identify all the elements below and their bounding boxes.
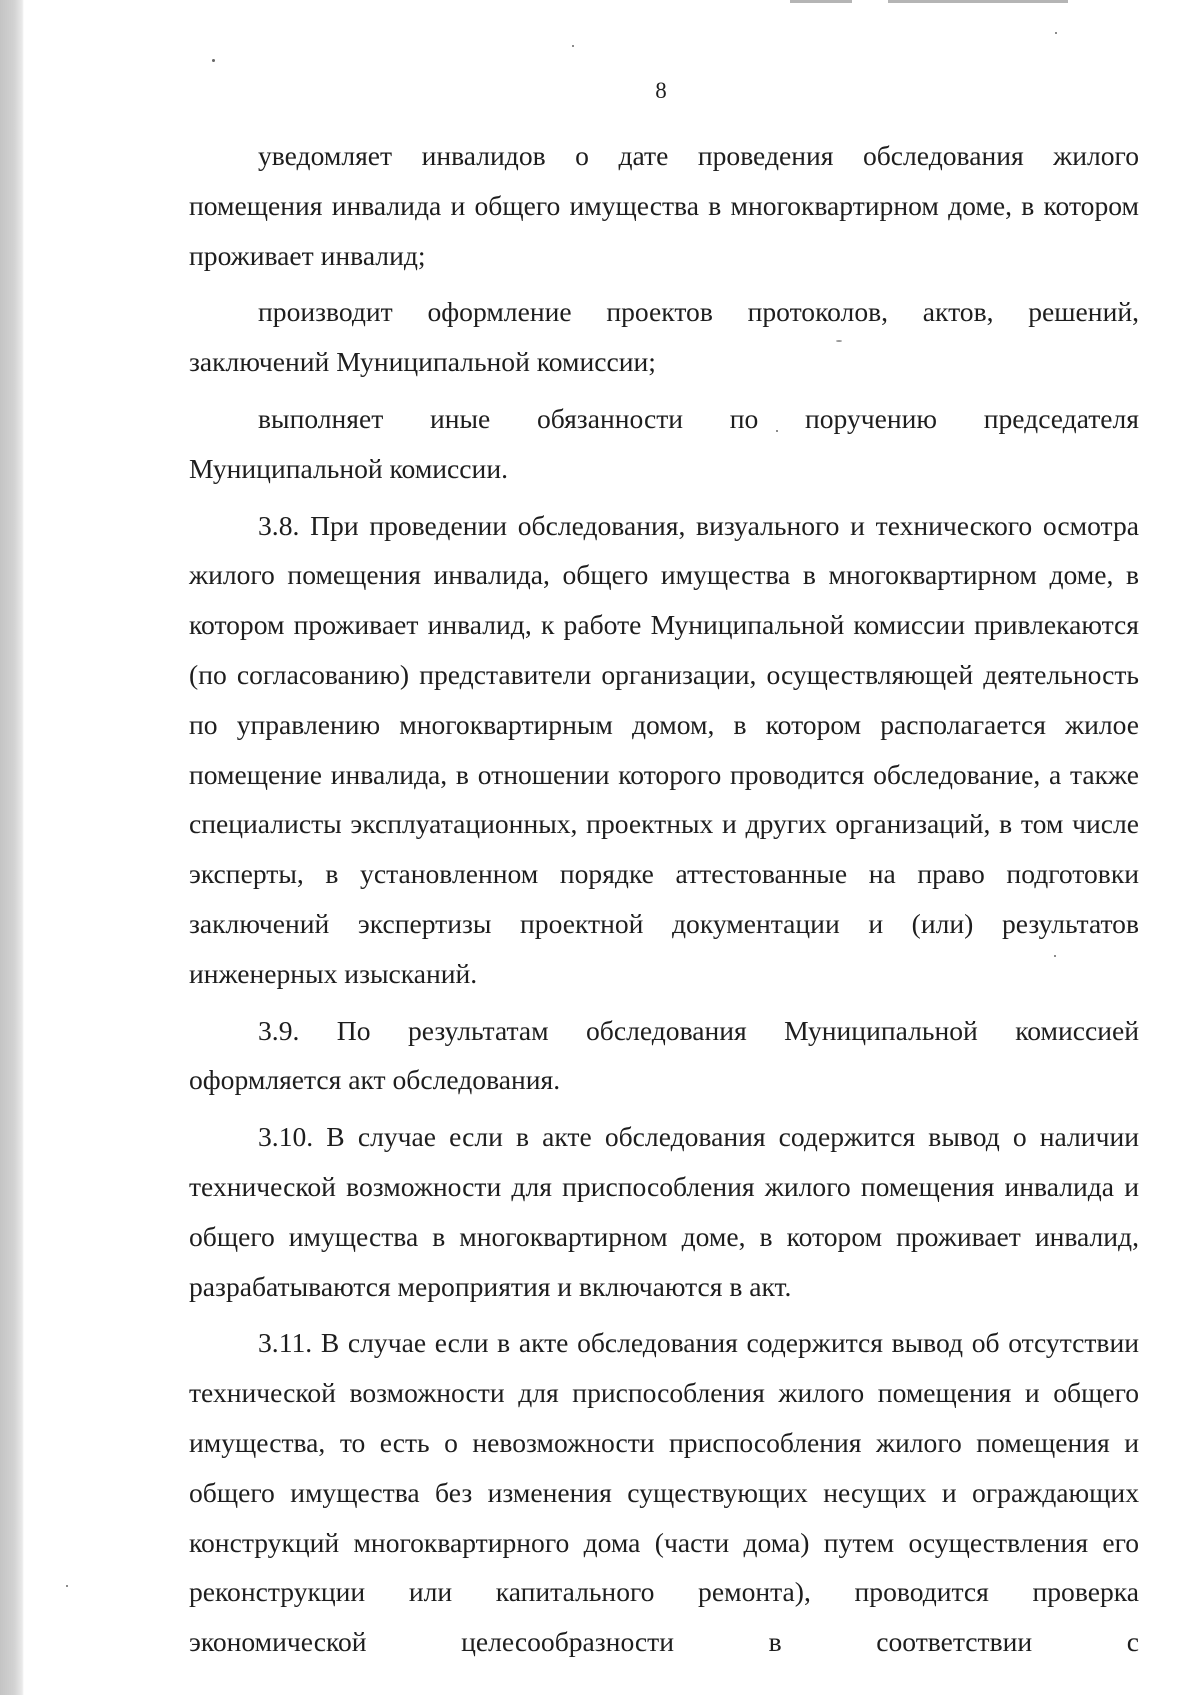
paragraph-3-9: 3.9. По результатам обследования Муниципальной комиссией оформляется акт обследования. xyxy=(189,1014,1139,1096)
paragraph-3-11: 3.11. В случае если в акте обследования содержится вывод об отсутствии технической возможности для приспособления жилого помещения и общего имущества, то есть о невозможности приспособления жилого помещения и общего имущества без изменения существующих несущих и ограждающих конструкций многоквартирного дома (части дома) путем осуществления его реконструкции или капитального ремонта), проводится проверка экономической целесообразности в соответствии с xyxy=(189,1327,1139,1658)
scan-shadow-edge xyxy=(0,0,24,1695)
scan-speck xyxy=(212,59,215,62)
paragraph-prepare-documents: производит оформление проектов протоколов, актов, решений, заключений Муниципальной комиссии; xyxy=(189,296,1139,378)
paragraph-3-8: 3.8. При проведении обследования, визуального и технического осмотра жилого помещения инвалида, общего имущества в многоквартирном доме, в котором проживает инвалид, к работе Муниципальной комиссии привлекаются (по согласованию) представители организации, осуществляющей деятельность по управлению многоквартирным домом, в котором располагается жилое помещение инвалида, в отношении которого проводится обследование, а также специалисты эксплуатационных, проектных и других организаций, в том числе эксперты, в установленном порядке аттестованные на право подготовки заключений экспертизы проектной документации и (или) результатов инженерных изысканий. xyxy=(189,509,1139,989)
paragraph-other-duties: выполняет иные обязанности по поручению председателя Муниципальной комиссии. xyxy=(189,402,1139,484)
document-body xyxy=(189,131,1139,1667)
scan-artifact-top xyxy=(790,0,852,3)
paragraph-3-10: 3.10. В случае если в акте обследования содержится вывод о наличии технической возможности для приспособления жилого помещения инвалида и общего имущества в многоквартирном доме, в котором проживает инвалид, разрабатываются мероприятия и включаются в акт. xyxy=(189,1121,1139,1302)
scan-speck xyxy=(572,45,574,47)
page-number: 8 xyxy=(655,78,667,103)
scan-speck xyxy=(66,1585,68,1587)
scan-artifact-top xyxy=(888,0,1068,3)
scan-speck xyxy=(1055,32,1057,34)
paragraph-notify-disabled: уведомляет инвалидов о дате проведения обследования жилого помещения инвалида и общего имущества в многоквартирном доме, в котором проживает инвалид; xyxy=(189,140,1139,271)
